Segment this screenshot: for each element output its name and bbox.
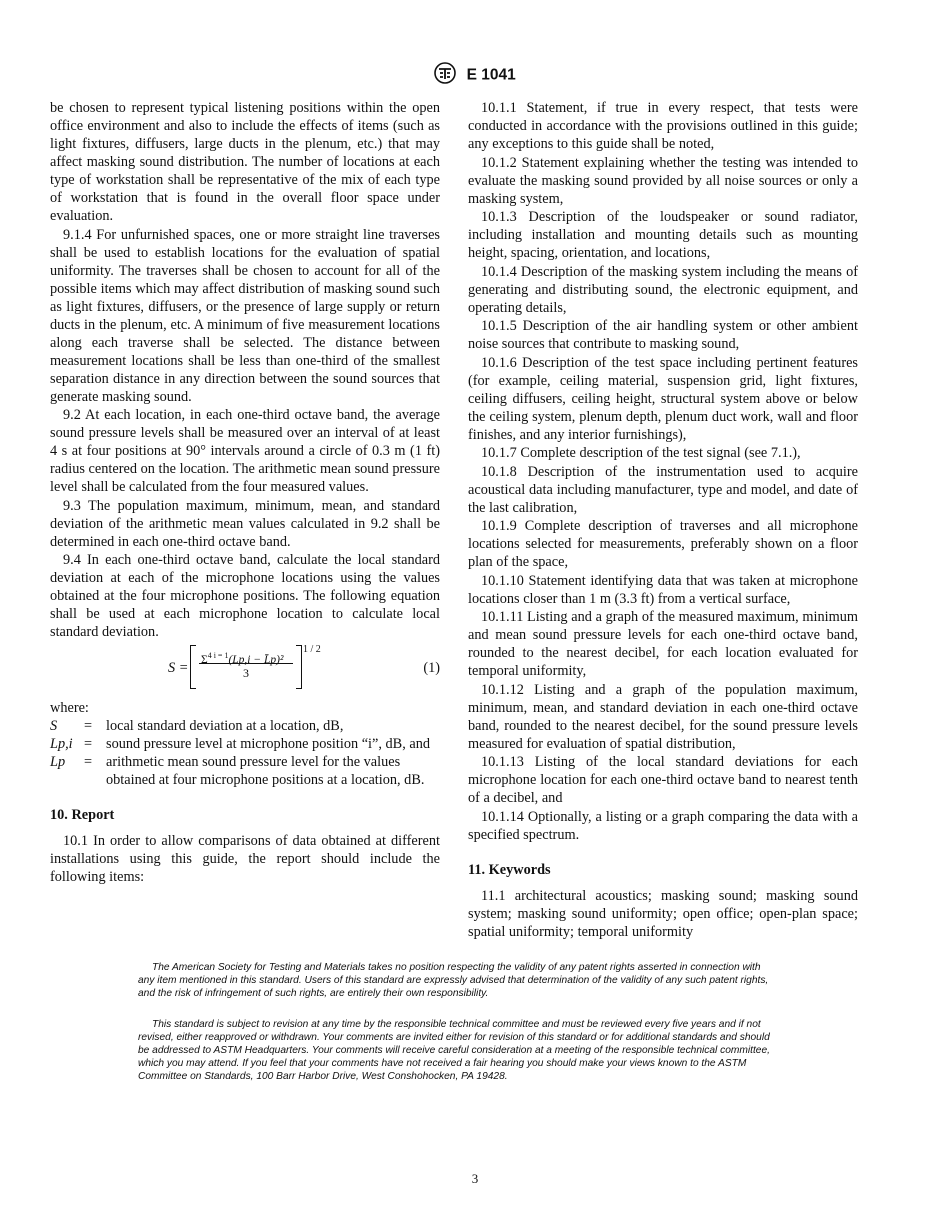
paragraph-9-4: 9.4 In each one-third octave band, calculate the local standard deviation at each of the microphone locations using the values obtained at the four microphone positions. The following equation shall be used at each microphone location to calculate local standard deviation. <box>50 552 440 640</box>
revision-notice <box>138 1018 772 1083</box>
sum-limits: 4 i = 1 <box>207 651 229 660</box>
definition-text: arithmetic mean sound pressure level for the values obtained at four microphone positions at a location, dB. <box>106 754 425 788</box>
page-header <box>0 62 950 89</box>
paragraph-10-1-11: 10.1.11 Listing and a graph of the measured maximum, minimum and mean sound pressure levels for each one-third octave band, rounded to the nearest decibel, for each location evaluated for temporal uniformity, <box>468 609 858 679</box>
paragraph-10-1-1: 10.1.1 Statement, if true in every respect, that tests were conducted in accordance with the provisions outlined in this guide; any exceptions to this guide shall be noted, <box>468 100 858 152</box>
paragraph-10-1-3: 10.1.3 Description of the loudspeaker or sound radiator, including installation and mounting details such as mounting height, spacing, orientation, and locations, <box>468 209 858 261</box>
definition-item <box>50 717 440 735</box>
paragraph-10-1-2: 10.1.2 Statement explaining whether the testing was intended to evaluate the masking sound provided by all noise sources or only a masking system, <box>468 154 858 207</box>
sum-symbol: Σ <box>201 653 208 666</box>
definition-equals: = <box>84 736 93 752</box>
definition-symbol: S <box>50 718 58 734</box>
paragraph-10-1-6: 10.1.6 Description of the test space including pertinent features (for example, ceiling material, suspension grid, light fixtures, ceiling diffusers, ceiling height, structural system above or below the ceiling system, plenum depth, plenum duct work, wall and floor finishes, and any interior furnishings), <box>468 354 858 443</box>
definition-item <box>50 735 440 753</box>
astm-logo-icon <box>434 62 456 89</box>
definition-symbol: Lp <box>50 754 66 770</box>
paragraph-10-1-8: 10.1.8 Description of the instrumentation used to acquire acoustical data including manufacturer, type and model, and date of the last calibration, <box>468 463 858 516</box>
standard-code: E 1041 <box>466 66 516 84</box>
revision-notice-text: This standard is subject to revision at any time by the responsible technical committee and must be reviewed every five years and if not revised, either reapproved or withdrawn. Your comments are invited either for revision of this standard or for additional standards and should be addressed to ASTM Headquarters. Your comments will receive careful consideration at a meeting of the responsible technical committee, which you may attend. If you feel that your comments have not received a fair hearing you should make your views known to the ASTM Committee on Standards, 100 Barr Harbor Drive, West Conshohocken, PA 19428. <box>138 1019 770 1082</box>
section-11-title: 11. Keywords <box>468 861 551 878</box>
paragraph-continued: be chosen to represent typical listening positions within the open office environment and also to include the effects of items (such as light fixtures, diffusers, large ducts in the plenum, etc.) that may affect masking sound distribution. The number of locations at each type of workstation shall be representative of the mix of each type of workstation that is found in the overall floor space under evaluation. <box>50 100 440 224</box>
paragraph-10-1-12: 10.1.12 Listing and a graph of the population maximum, minimum, mean, and standard deviation in each one-third octave band, rounded to the nearest decibel, for the sound pressure levels measured for evaluation of spatial distribution, <box>468 681 858 752</box>
paragraph-10-1-9: 10.1.9 Complete description of traverses and all microphone locations selected for measurements, preferably shown on a floor plan of the space, <box>468 518 858 570</box>
definition-text: sound pressure level at microphone position “i”, dB, and <box>106 736 430 752</box>
numerator-body: (Lp,i − L̄p)² <box>228 653 284 666</box>
paragraph-9-3: 9.3 The population maximum, minimum, mean, and standard deviation of the arithmetic mean values calculated in 9.2 shall be determined in each one-third octave band. <box>50 497 440 550</box>
paragraph-10-1-4: 10.1.4 Description of the masking system including the means of generating and distributing sound, the electronic equipment, and operating details, <box>468 263 858 316</box>
section-10-title: 10. Report <box>50 807 115 823</box>
equation-denominator: 3 <box>243 666 249 680</box>
definition-equals: = <box>84 718 93 734</box>
where-label: where: <box>50 700 89 716</box>
left-column <box>50 99 440 886</box>
paragraph-10-1-5: 10.1.5 Description of the air handling system or other ambient noise sources that contribute to masking sound, <box>468 318 858 352</box>
paragraph-9-2: 9.2 At each location, in each one-third octave band, the average sound pressure levels shall be measured over an interval of at least 4 s at four positions at 90° intervals around a circle of 0.3 m (1 ft) radius centered on the location. The arithmetic mean sound pressure level shall be calculated from the four measured values. <box>50 407 440 495</box>
definition-symbol: Lp,i <box>50 736 73 752</box>
paragraph-10-1-7: 10.1.7 Complete description of the test signal (see 7.1.), <box>481 445 801 461</box>
paragraph-11-1: 11.1 architectural acoustics; masking sound; masking sound system; masking sound uniformity; open office; open-plan space; spatial uniformity; temporal uniformity <box>468 887 858 940</box>
equation-lhs: S = <box>168 660 189 676</box>
equation-bracket <box>190 645 302 689</box>
equation-exponent: 1 / 2 <box>303 644 321 655</box>
patent-notice-text: The American Society for Testing and Materials takes no position respecting the validity of any patent rights asserted in connection with any item mentioned in this standard. Users of this standard are expressly advised that determination of the validity of any such patent rights, and the risk of infringement of such rights, are entirely their own responsibility. <box>138 962 769 999</box>
page-number: 3 <box>471 1171 479 1186</box>
patent-notice <box>138 961 772 1000</box>
paragraph-10-1-10: 10.1.10 Statement identifying data that was taken at microphone locations closer than 1 m (3.3 ft) from a vertical surface, <box>468 572 858 607</box>
right-column <box>468 99 858 941</box>
equation-1 <box>50 645 440 697</box>
paragraph-10-1-13: 10.1.13 Listing of the local standard deviations for each microphone location for each one-third octave band to nearest tenth of a decibel, and <box>468 754 858 806</box>
paragraph-10-1: 10.1 In order to allow comparisons of data obtained at different installations using this guide, the report should include the following items: <box>50 833 440 885</box>
definition-equals: = <box>84 754 93 770</box>
paragraph-9-1-4: 9.1.4 For unfurnished spaces, one or more straight line traverses shall be used to establish locations for the evaluation of spatial uniformity. The traverses shall be chosen to account for all of the possible items which may affect distribution of masking sound such as light fixtures, diffusers, or the presence of large supply or return ducts in the plenum, etc. A minimum of five measurement locations along each traverse shall be selected. The distance between measurement locations shall be less than one-third of the smallest separation distance in any direction between the sound sources that generate masking sound. <box>50 226 440 405</box>
definition-text: local standard deviation at a location, dB, <box>106 718 344 734</box>
definition-item <box>50 753 440 789</box>
paragraph-10-1-14: 10.1.14 Optionally, a listing or a graph comparing the data with a specified spectrum. <box>468 808 858 843</box>
definitions-list <box>50 717 440 789</box>
equation-number: (1) <box>423 660 440 676</box>
